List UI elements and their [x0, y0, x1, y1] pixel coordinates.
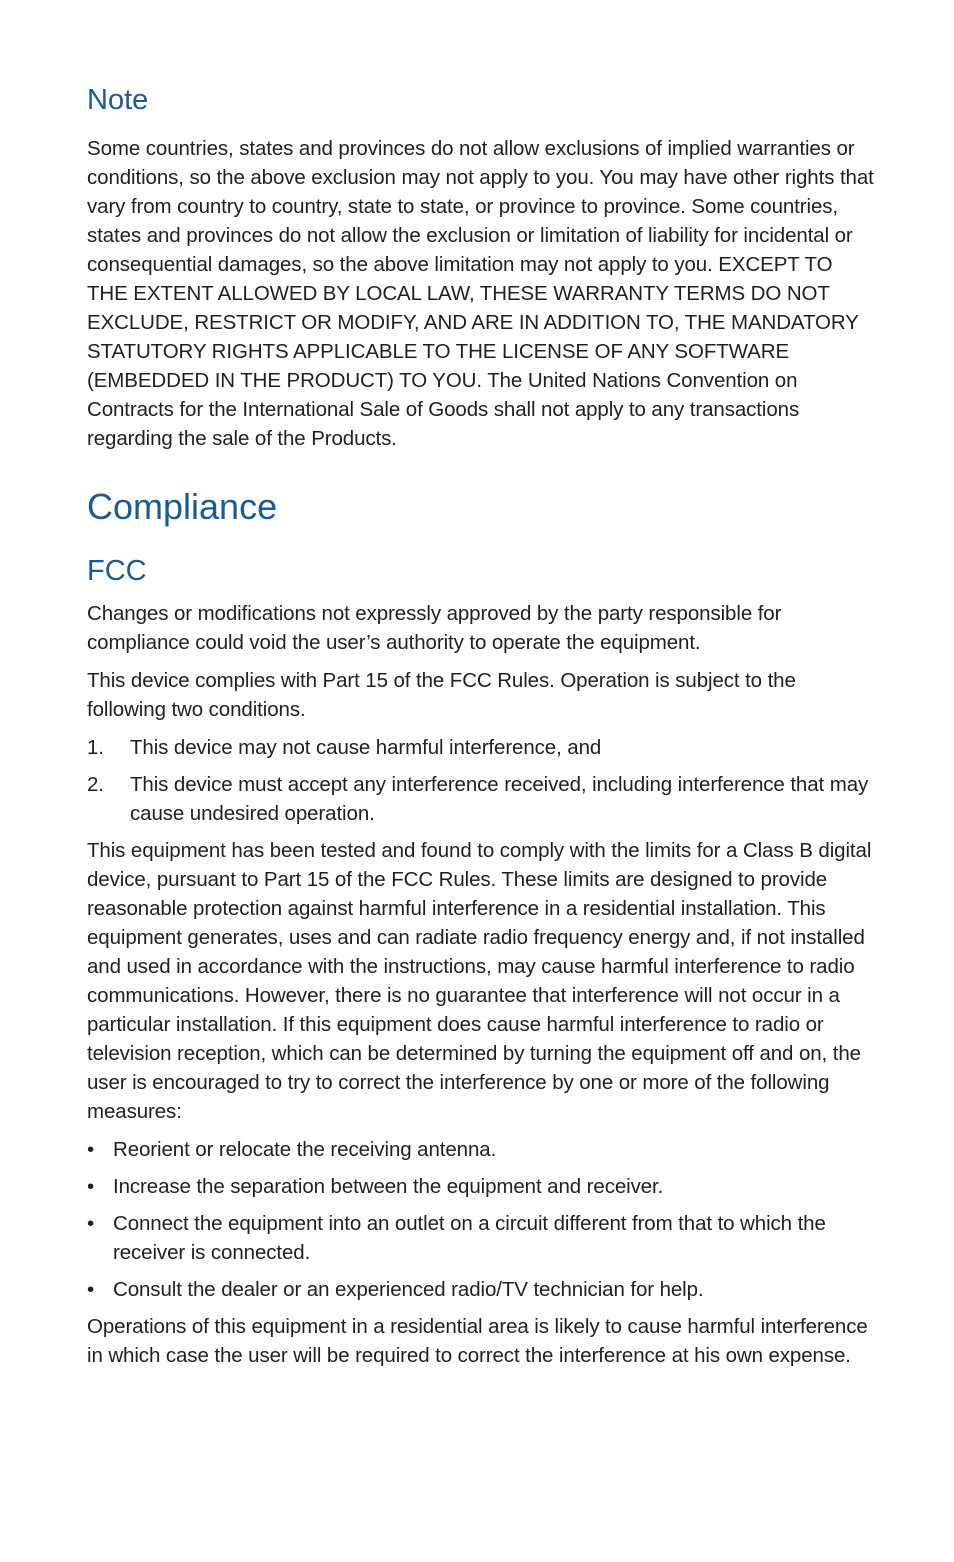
fcc-paragraph-class-b: This equipment has been tested and found to comply with the limits for a Class B digital device, pursuant to Part 15 of the FCC Rules. These limits are designed to provide reasonable protection against harmful interference in a residential installation. This equipment generates, uses and can radiate radio frequency energy and, if not installed and used in accordance with the instructions, may cause harmful interference to radio communications. However, there is no guarantee that interference will not occur in a particular installation. If this equipment does cause harmful interference to radio or television reception, which can be determined by turning the equipment off and on, the user is encouraged to try to correct the interference by one or more of the following measures:: [87, 839, 872, 1123]
conditions-list: [87, 733, 877, 828]
list-item: [87, 733, 877, 762]
list-number: 2.: [87, 773, 104, 796]
list-item: [87, 1275, 877, 1304]
list-item-text: Reorient or relocate the receiving antenna.: [113, 1138, 497, 1161]
list-item: [87, 770, 877, 828]
list-item-text: Consult the dealer or an experienced radio/TV technician for help.: [113, 1278, 704, 1301]
list-number: 1.: [87, 736, 104, 759]
fcc-heading: FCC: [87, 555, 147, 587]
compliance-heading: Compliance: [87, 486, 278, 527]
bullet-icon: •: [87, 1175, 95, 1198]
list-item: [87, 1209, 877, 1267]
list-item: [87, 1135, 877, 1164]
fcc-paragraph-part15: This device complies with Part 15 of the FCC Rules. Operation is subject to the following two conditions.: [87, 669, 796, 721]
document-page: [87, 82, 877, 1379]
bullet-icon: •: [87, 1278, 95, 1301]
bullet-icon: •: [87, 1212, 95, 1235]
list-item-text: This device may not cause harmful interference, and: [130, 736, 602, 759]
measures-list: [87, 1135, 877, 1304]
list-item-text: Connect the equipment into an outlet on a circuit different from that to which the receiver is connected.: [113, 1212, 826, 1264]
note-paragraph: Some countries, states and provinces do not allow exclusions of implied warranties or conditions, so the above exclusion may not apply to you. You may have other rights that vary from country to country, state to state, or province to province. Some countries, states and provinces do not allow the exclusion or limitation of liability for incidental or consequential damages, so the above limitation may not apply to you. EXCEPT TO THE EXTENT ALLOWED BY LOCAL LAW, THESE WARRANTY TERMS DO NOT EXCLUDE, RESTRICT OR MODIFY, AND ARE IN ADDITION TO, THE MANDATORY STATUTORY RIGHTS APPLICABLE TO THE LICENSE OF ANY SOFTWARE (EMBEDDED IN THE PRODUCT) TO YOU. The United Nations Convention on Contracts for the International Sale of Goods shall not apply to any transactions regarding the sale of the Products.: [87, 137, 874, 450]
bullet-icon: •: [87, 1138, 95, 1161]
list-item-text: This device must accept any interference received, including interference that may cause undesired operation.: [130, 773, 869, 825]
fcc-paragraph-changes: Changes or modifications not expressly approved by the party responsible for compliance could void the user’s authority to operate the equipment.: [87, 602, 782, 654]
list-item-text: Increase the separation between the equipment and receiver.: [113, 1175, 664, 1198]
note-heading: Note: [87, 84, 149, 116]
fcc-paragraph-residential: Operations of this equipment in a residential area is likely to cause harmful interference in which case the user will be required to correct the interference at his own expense.: [87, 1315, 868, 1367]
list-item: [87, 1172, 877, 1201]
